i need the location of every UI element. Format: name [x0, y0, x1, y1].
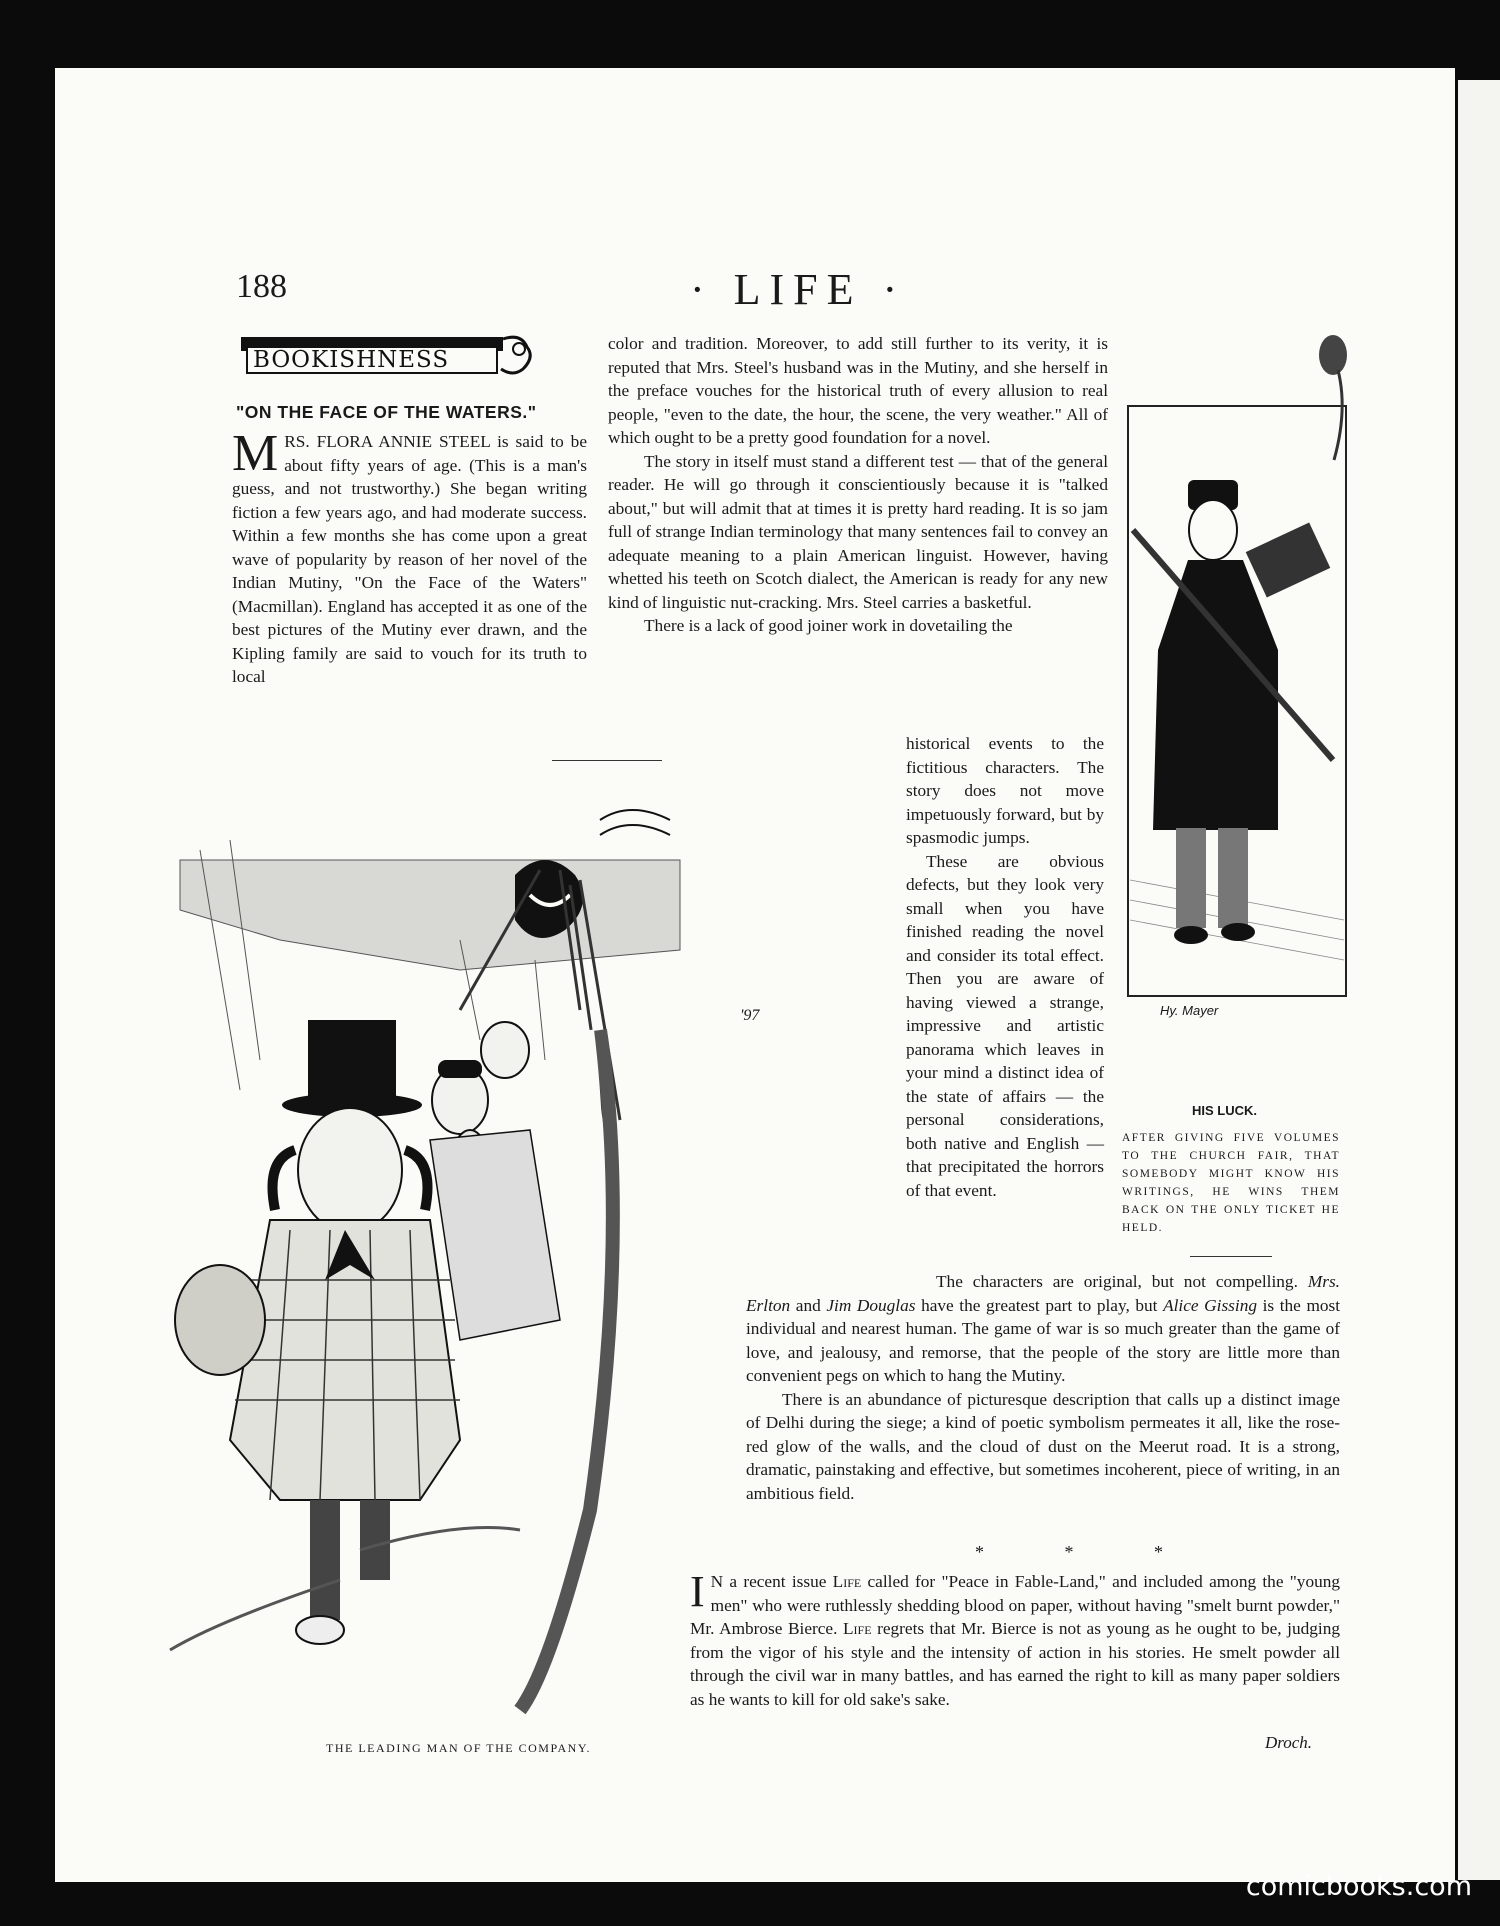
paragraph-verity: color and tradition. Moreover, to add still further to its verity, it is reputed that Mrs. Steel's husband was in the Mutiny, and she herself in the preface vouches for the historical truth of every allusion to real people, "even to the date, the hour, the scene, the very weather." All of which ought to be a pretty good foundation for a novel. [608, 334, 1108, 447]
life-reference: Life [832, 1572, 862, 1591]
text-span: called for "Peace in Fable-Land," and included among the "young men" who were ruthlessly shedding blood on paper, without having "smelt burnt powder," Mr. Ambrose Bierce. [690, 1572, 1341, 1638]
text-span: is the most individual and nearest human. The game of war is so much greater than the game of love, and jealousy, and remorse, that the people of the story are little more than convenient pegs on which to hang the Mutiny. [746, 1295, 1341, 1385]
article-column-2 [608, 332, 1108, 638]
paragraph-defects: These are obvious defects, but they look very small when you have finished reading the novel and consider its total effect. Then you are aware of having viewed a strange, impressive and artistic panorama which leaves in your mind a distinct idea of the state of affairs — the personal considerations, both native and English — that precipitated the horrors of that event. [906, 851, 1104, 1200]
paragraph-joiner-lead: There is a lack of good joiner work in dovetailing the [644, 616, 1013, 635]
paragraph-description: There is an abundance of picturesque description that calls up a distinct image of Delhi during the siege; a kind of poetic symbolism permeates it all, like the rose-red glow of the walls, and the cloud of dust on the Meerut road. It is a strong, dramatic, painstaking and effective, but sometimes incoherent, piece of writing, in an ambitious field. [746, 1389, 1340, 1503]
illustration-title: HIS LUCK. [1192, 1103, 1257, 1118]
paragraph-joiner: historical events to the fictitious characters. The story does not move impetuously forward, but by spasmodic jumps. [906, 734, 1104, 847]
facing-page-edge [1458, 80, 1500, 1880]
text-span: have the greatest part to play, but [921, 1295, 1158, 1315]
article-column-1 [232, 425, 587, 689]
author-signature: Droch. [1265, 1733, 1313, 1752]
page-number: 188 [236, 268, 287, 305]
illustration-caption: AFTER GIVING FIVE VOLUMES TO THE CHURCH FAIR, THAT SOMEBODY MIGHT KNOW HIS WRITINGS, HE WINS THEM BACK ON THE ONLY TICKET HE HELD. [1122, 1132, 1340, 1234]
illustration-caption-left: THE LEADING MAN OF THE COMPANY. [326, 1741, 591, 1755]
life-reference: Life [842, 1619, 872, 1638]
section-banner-label: BOOKISHNESS [253, 347, 450, 373]
text-span: regrets that Mr. Bierce is not as young as he ought to be, judging from the vigor of his style and the intensity of action in his stories. He smelt powder all through the civil war in many battles, and has earned the right to kill as many paper soldiers as he wants to kill for old sake's sake. [690, 1619, 1340, 1709]
his-luck-illustration [1118, 320, 1368, 1040]
artist-signature: Hy. Mayer [1160, 1003, 1219, 1018]
character-name: Jim Douglas [826, 1295, 916, 1315]
characters-sentence: The characters are original, but not compelling. [936, 1272, 1298, 1291]
drop-cap-i: I [690, 1567, 705, 1616]
article-narrow-column [906, 732, 1104, 1202]
watermark: comicbooks.com [1245, 1871, 1472, 1902]
paragraph-general-reader: The story in itself must stand a different test — that of the general reader. He will go through it conscientiously because it is "talked about," but will admit that at times it is pretty hard reading. It is so jam full of strange Indian terminology that many sentences fail to convey an adequate meaning to a plain American linguist. However, having whetted his teeth on Scotch dialect, the American is ready for any new kind of linguistic nut-cracking. Mrs. Steel carries a basketful. [608, 451, 1108, 612]
drop-cap-m: M [232, 425, 279, 482]
character-name: Mrs. Erlton [746, 1272, 1340, 1315]
leading-man-illustration [160, 760, 880, 1730]
divider-rule [1190, 1256, 1272, 1257]
section-banner [241, 333, 541, 383]
artist-date: '97 [740, 1007, 760, 1024]
conjunction: and [795, 1295, 821, 1315]
text-span: N a recent issue [710, 1572, 827, 1591]
character-name: Alice Gissing [1163, 1295, 1257, 1315]
section-separator: * * * [975, 1542, 1201, 1562]
masthead-title: · LIFE · [690, 265, 907, 314]
article-heading: "ON THE FACE OF THE WATERS." [236, 402, 537, 422]
column-1-text: RS. FLORA ANNIE STEEL is said to be about fifty years of age. (This is a man's guess, and not trustworthy.) She began writing fiction a few years ago, and had moderate success. Within a few months she has come upon a great wave of popularity by reason of her novel of the Indian Mutiny, "On the Face of the Waters" (Macmillan). England has accepted it as one of the best pictures of the Mutiny ever drawn, and the Kipling family are said to vouch for its truth to local [232, 432, 587, 686]
